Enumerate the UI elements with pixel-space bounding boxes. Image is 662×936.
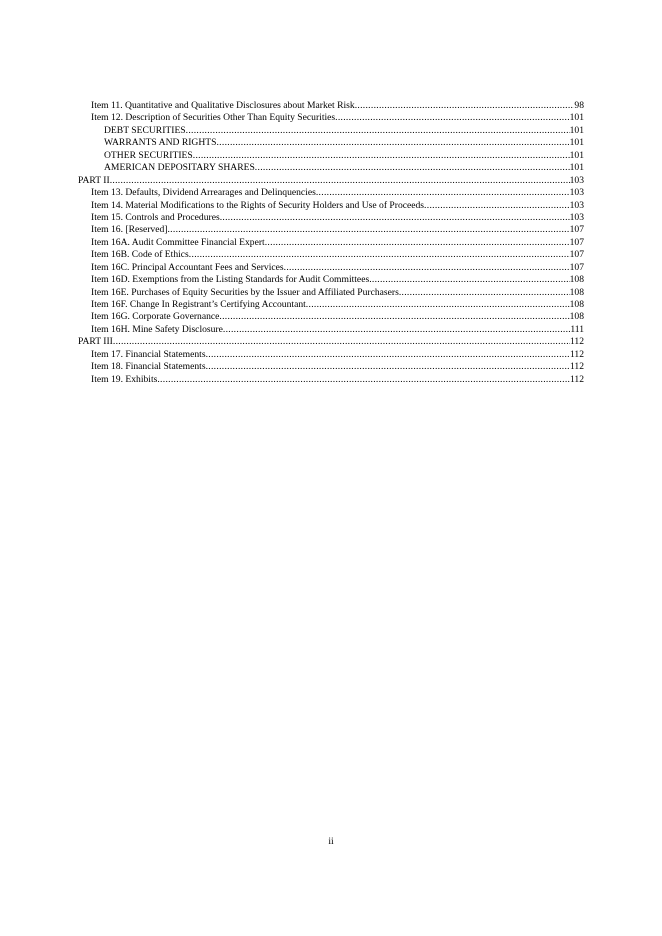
toc-dot-leader xyxy=(355,100,575,112)
toc-entry-page: 107 xyxy=(569,261,584,273)
toc-entry-page: 107 xyxy=(569,224,584,236)
toc-dot-leader xyxy=(189,249,570,261)
toc-entry-title: Item 11. Quantitative and Qualitative Disclosures about Market Risk xyxy=(91,100,355,111)
toc-entry[interactable] xyxy=(78,311,584,323)
toc-entry-title: AMERICAN DEPOSITARY SHARES xyxy=(104,162,255,174)
toc-entry-title: Item 16H. Mine Safety Disclosure xyxy=(91,323,223,335)
toc-dot-leader xyxy=(369,274,569,286)
toc-entry-title: Item 16. [Reserved] xyxy=(91,224,168,236)
toc-dot-leader xyxy=(157,374,570,386)
toc-entry-title: Item 16B. Code of Ethics xyxy=(91,249,189,261)
toc-dot-leader xyxy=(265,237,570,249)
toc-entry-page: 103 xyxy=(569,199,584,211)
toc-entry[interactable] xyxy=(78,162,584,174)
toc-dot-leader xyxy=(220,212,570,224)
toc-entry[interactable] xyxy=(78,200,584,212)
toc-dot-leader xyxy=(335,112,569,124)
toc-dot-leader xyxy=(206,361,570,373)
toc-entry[interactable] xyxy=(78,324,584,336)
toc-entry-page: 111 xyxy=(570,323,584,335)
toc-entry-title: Item 16A. Audit Committee Financial Expert xyxy=(91,236,265,248)
toc-entry[interactable] xyxy=(78,125,584,137)
toc-dot-leader xyxy=(255,162,570,174)
toc-entry-page: 101 xyxy=(569,124,584,136)
toc-dot-leader xyxy=(284,262,570,274)
toc-entry-page: 112 xyxy=(569,373,584,385)
toc-entry[interactable] xyxy=(78,299,584,311)
toc-entry-title: Item 12. Description of Securities Other Than Equity Securities xyxy=(91,112,336,124)
toc-entry-title: Item 18. Financial Statements xyxy=(91,361,206,373)
toc-entry-page: 103 xyxy=(569,187,584,199)
toc-entry-title: PART II xyxy=(78,174,110,186)
toc-entry-title: Item 17. Financial Statements xyxy=(91,348,206,360)
toc-entry-page: 107 xyxy=(569,236,584,248)
toc-entry[interactable] xyxy=(78,374,584,386)
toc-entry[interactable] xyxy=(78,274,584,286)
toc-entry-title: Item 15. Controls and Procedures xyxy=(91,211,220,223)
toc-entry-title: Item 16E. Purchases of Equity Securities by the Issuer and Affiliated Purchasers xyxy=(91,286,399,298)
toc-entry-page: 108 xyxy=(569,286,584,298)
toc-entry-page: 112 xyxy=(569,361,584,373)
toc-entry[interactable] xyxy=(78,249,584,261)
toc-entry-page: 98 xyxy=(574,100,584,111)
toc-entry[interactable] xyxy=(78,361,584,373)
toc-entry-page: 107 xyxy=(569,249,584,261)
toc-entry-page: 108 xyxy=(569,299,584,310)
toc-entry-title: Item 14. Material Modifications to the Rights of Security Holders and Use of Proceeds xyxy=(91,199,425,211)
toc-dot-leader xyxy=(424,200,570,212)
toc-entry[interactable] xyxy=(78,150,584,162)
toc-dot-leader xyxy=(216,137,569,149)
toc-entry-page: 101 xyxy=(569,149,584,161)
page-number: ii xyxy=(328,836,334,847)
toc-entry-page: 103 xyxy=(569,211,584,223)
toc-entry[interactable] xyxy=(78,237,584,249)
toc-entry-title: DEBT SECURITIES xyxy=(104,124,186,136)
table-of-contents xyxy=(78,100,584,386)
toc-entry-page: 101 xyxy=(569,162,584,174)
toc-dot-leader xyxy=(206,349,570,361)
toc-entry-page: 112 xyxy=(569,348,584,360)
toc-dot-leader xyxy=(110,175,570,187)
toc-entry-page: 103 xyxy=(569,174,584,186)
toc-entry[interactable] xyxy=(78,187,584,199)
toc-entry[interactable] xyxy=(78,100,584,112)
toc-dot-leader xyxy=(399,287,570,299)
toc-entry[interactable] xyxy=(78,224,584,236)
toc-dot-leader xyxy=(316,187,570,199)
toc-entry-page: 108 xyxy=(569,274,584,286)
toc-entry[interactable] xyxy=(78,175,584,187)
toc-entry-page: 108 xyxy=(569,311,584,323)
toc-entry-page: 112 xyxy=(569,336,584,348)
toc-entry-page: 101 xyxy=(569,137,584,149)
toc-entry[interactable] xyxy=(78,336,584,348)
toc-entry-page: 101 xyxy=(569,112,584,124)
toc-entry-title: OTHER SECURITIES xyxy=(104,149,193,161)
toc-entry[interactable] xyxy=(78,212,584,224)
toc-dot-leader xyxy=(167,224,569,236)
toc-entry[interactable] xyxy=(78,287,584,299)
toc-entry-title: Item 13. Defaults, Dividend Arrearages and Delinquencies xyxy=(91,187,316,199)
toc-entry-title: WARRANTS AND RIGHTS xyxy=(104,137,217,149)
toc-entry-title: Item 16D. Exemptions from the Listing Standards for Audit Committees xyxy=(91,274,370,286)
toc-entry-title: PART III xyxy=(78,336,113,348)
toc-dot-leader xyxy=(306,299,570,311)
toc-entry[interactable] xyxy=(78,137,584,149)
toc-dot-leader xyxy=(193,150,570,162)
toc-dot-leader xyxy=(113,336,570,348)
toc-entry-title: Item 16G. Corporate Governance xyxy=(91,311,220,323)
toc-entry[interactable] xyxy=(78,262,584,274)
toc-entry[interactable] xyxy=(78,349,584,361)
toc-entry-title: Item 19. Exhibits xyxy=(91,373,158,385)
toc-entry[interactable] xyxy=(78,112,584,124)
toc-dot-leader xyxy=(223,324,570,336)
toc-dot-leader xyxy=(186,125,570,137)
toc-dot-leader xyxy=(219,311,569,323)
toc-entry-title: Item 16F. Change In Registrant’s Certifying Accountant xyxy=(91,299,306,310)
toc-entry-title: Item 16C. Principal Accountant Fees and Services xyxy=(91,261,284,273)
